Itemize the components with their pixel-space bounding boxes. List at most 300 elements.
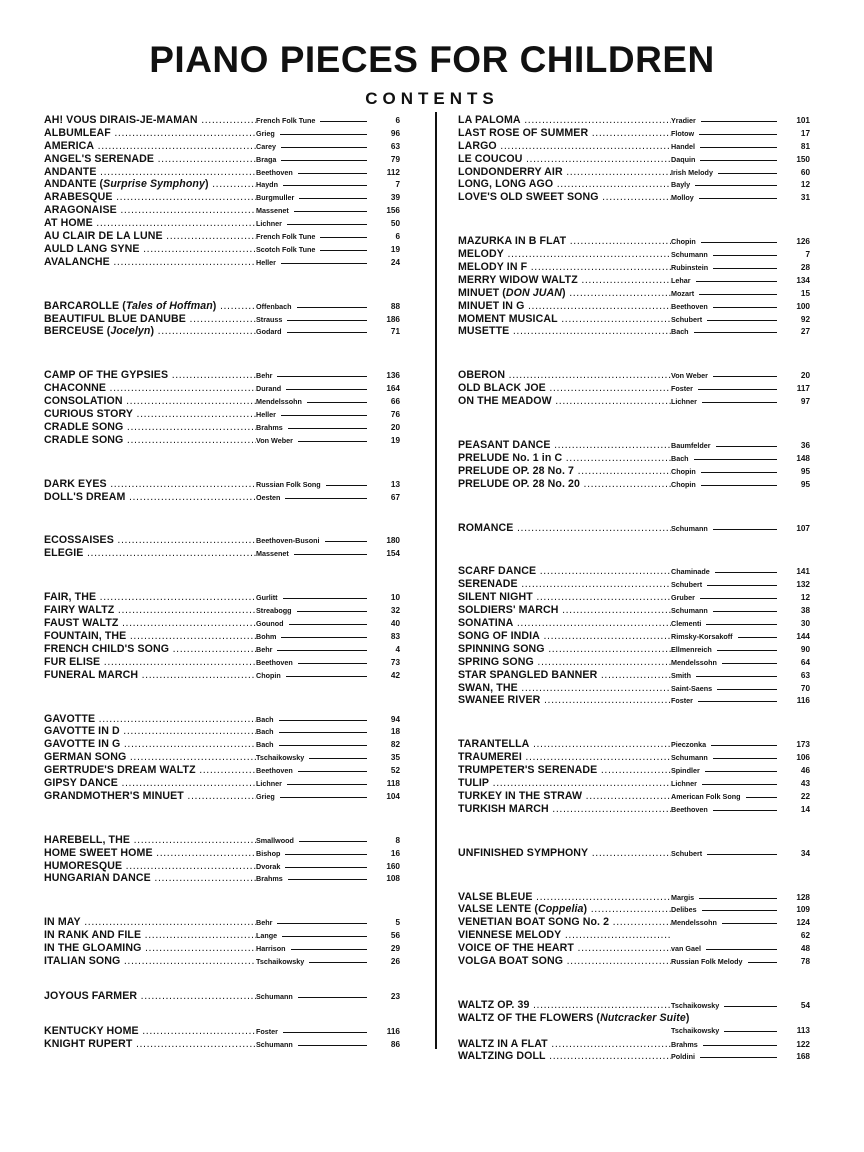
composer-name: Offenbach	[256, 301, 292, 311]
piece-title: IN RANK AND FILE .....	[44, 929, 256, 942]
toc-entry[interactable]	[44, 847, 400, 860]
toc-entry[interactable]	[44, 713, 400, 726]
toc-entry[interactable]	[44, 990, 400, 1003]
composer-name: Pieczonka	[671, 740, 707, 750]
leader-rule	[279, 732, 367, 733]
composer	[671, 262, 782, 275]
composer-name: Saint-Saens	[671, 683, 713, 693]
leader-rule	[707, 585, 777, 586]
toc-entry[interactable]	[44, 178, 400, 191]
composer	[671, 683, 782, 696]
composer-name: Rimsky-Korsakoff	[671, 631, 733, 641]
toc-entry[interactable]	[458, 764, 810, 777]
piece-title: SCARF DANCE .....	[458, 565, 671, 578]
toc-entry[interactable]	[458, 630, 810, 643]
piece-title: ARAGONAISE .....	[44, 204, 256, 217]
toc-entry[interactable]	[458, 478, 810, 491]
piece-title: SONATINA .....	[458, 617, 671, 630]
toc-entry[interactable]	[44, 230, 400, 243]
toc-entry[interactable]	[44, 955, 400, 968]
piece-title: ELEGIE .....	[44, 547, 256, 560]
page-number: 94	[390, 714, 400, 724]
page-number: 24	[390, 257, 400, 267]
piece-title: TURKISH MARCH .....	[458, 803, 671, 816]
composer	[256, 167, 372, 180]
toc-entry[interactable]	[458, 452, 810, 465]
toc-entry[interactable]	[44, 834, 400, 847]
toc-entry[interactable]	[458, 955, 810, 968]
toc-entry[interactable]	[44, 395, 400, 408]
toc-entry[interactable]	[44, 547, 400, 560]
composer-name: Braga	[256, 154, 277, 164]
piece-title: SILENT NIGHT .....	[458, 591, 671, 604]
page-number: 180	[386, 536, 400, 546]
toc-entry[interactable]	[458, 578, 810, 591]
piece-title: JOYOUS FARMER .....	[44, 990, 256, 1003]
composer	[256, 991, 372, 1004]
toc-entry[interactable]	[458, 669, 810, 682]
page-number: 30	[800, 619, 810, 629]
toc-entry[interactable]	[458, 751, 810, 764]
composer-name: Foster	[671, 384, 693, 394]
toc-entry[interactable]	[44, 764, 400, 777]
page-number: 88	[390, 301, 400, 311]
piece-title: MERRY WIDOW WALTZ .....	[458, 274, 671, 287]
composer-name: Scotch Folk Tune	[256, 244, 316, 254]
page-number: 19	[390, 435, 400, 445]
composer	[671, 314, 782, 327]
leader-rule	[713, 810, 777, 811]
toc-entry[interactable]	[44, 751, 400, 764]
toc-entry[interactable]	[44, 942, 400, 955]
toc-entry[interactable]	[458, 140, 810, 153]
composer	[256, 205, 372, 218]
letter-group	[458, 522, 810, 535]
composer	[671, 396, 782, 409]
composer-name: Schumann	[256, 1039, 293, 1049]
page-title: PIANO PIECES FOR CHILDREN	[149, 39, 715, 80]
toc-entry[interactable]	[458, 300, 810, 313]
composer-name: Massenet	[256, 549, 289, 559]
composer-name: Bach	[256, 740, 274, 750]
composer-name: Mendelssohn	[671, 657, 717, 667]
piece-title: HUNGARIAN DANCE .....	[44, 872, 256, 885]
composer	[256, 370, 372, 383]
toc-entry[interactable]	[44, 217, 400, 230]
toc-entry[interactable]	[44, 153, 400, 166]
composer-name: Tschaikowsky	[671, 1025, 720, 1035]
toc-entry[interactable]	[458, 439, 810, 452]
leader-rule	[713, 376, 777, 377]
page-number: 86	[390, 1039, 400, 1049]
leader-rule	[282, 936, 367, 937]
composer	[671, 631, 782, 644]
toc-entry[interactable]	[458, 604, 810, 617]
piece-title: LE COUCOU .....	[458, 153, 671, 166]
leader-rule	[320, 250, 367, 251]
toc-entry[interactable]	[44, 300, 400, 313]
leader-rule	[699, 898, 777, 899]
composer-name: Lichner	[671, 778, 697, 788]
piece-title: AVALANCHE .....	[44, 256, 256, 269]
composer-name: Oesten	[256, 492, 281, 502]
toc-entry[interactable]	[44, 630, 400, 643]
composer-name: Beethoven	[256, 657, 293, 667]
toc-entry[interactable]	[44, 534, 400, 547]
leader-rule	[701, 121, 777, 122]
toc-entry[interactable]	[44, 243, 400, 256]
composer-name: Brahms	[256, 422, 283, 432]
composer-name: Chopin	[671, 466, 696, 476]
composer	[671, 778, 782, 791]
page-number: 136	[386, 371, 400, 381]
leader-rule	[279, 745, 367, 746]
piece-title: TARANTELLA .....	[458, 738, 671, 751]
page-number: 15	[800, 288, 810, 298]
composer	[256, 917, 372, 930]
toc-entry[interactable]	[458, 178, 810, 191]
leader-rule	[325, 541, 368, 542]
toc-entry[interactable]	[458, 261, 810, 274]
toc-entry[interactable]	[44, 382, 400, 395]
leader-rule	[280, 797, 367, 798]
toc-entry[interactable]	[458, 313, 810, 326]
toc-entry[interactable]	[44, 604, 400, 617]
page-number: 106	[796, 753, 810, 763]
composer	[256, 778, 372, 791]
toc-entry[interactable]	[458, 166, 810, 179]
composer	[256, 943, 372, 956]
composer	[671, 917, 782, 930]
toc-entry[interactable]	[458, 1038, 810, 1051]
page-number: 128	[796, 892, 810, 902]
toc-entry[interactable]	[458, 903, 810, 916]
composer	[256, 244, 372, 257]
leader-rule	[724, 1006, 777, 1007]
composer	[256, 631, 372, 644]
leader-rule	[694, 459, 777, 460]
toc-entry[interactable]	[44, 191, 400, 204]
piece-title: SONG OF INDIA .....	[458, 630, 671, 643]
toc-entry[interactable]	[44, 204, 400, 217]
piece-title: VIENNESE MELODY .....	[458, 929, 671, 942]
leader-rule	[288, 428, 367, 429]
composer-name: Flotow	[671, 128, 695, 138]
piece-title: WALTZ OF THE FLOWERS (Nutcracker Suite)	[458, 1011, 690, 1024]
leader-rule	[696, 676, 777, 677]
toc-entry[interactable]	[458, 382, 810, 395]
page-number: 113	[796, 1025, 810, 1035]
leader-rule	[722, 923, 777, 924]
toc-entry[interactable]	[458, 395, 810, 408]
toc-entry[interactable]	[44, 1025, 400, 1038]
leader-rule	[287, 332, 367, 333]
toc-entry[interactable]	[458, 999, 810, 1012]
piece-title: GAVOTTE IN D .....	[44, 725, 256, 738]
composer	[256, 873, 372, 886]
page-number: 26	[390, 956, 400, 966]
toc-entry[interactable]	[44, 491, 400, 504]
page-number: 148	[796, 453, 810, 463]
toc-entry[interactable]	[44, 434, 400, 447]
page-number: 101	[796, 116, 810, 125]
composer	[256, 765, 372, 778]
composer	[256, 714, 372, 727]
page-number: 38	[800, 606, 810, 616]
piece-title: STAR SPANGLED BANNER .....	[458, 669, 671, 682]
letter-group	[44, 916, 400, 968]
leader-rule	[746, 797, 778, 798]
toc-entry[interactable]	[44, 669, 400, 682]
leader-rule	[309, 962, 367, 963]
toc-entry[interactable]	[458, 694, 810, 707]
page-number: 16	[390, 848, 400, 858]
composer	[671, 275, 782, 288]
composer-name: Behr	[256, 371, 273, 381]
page-number: 116	[796, 696, 810, 706]
toc-entry[interactable]	[44, 140, 400, 153]
page-number: 27	[800, 327, 810, 337]
composer-name: Beethoven	[671, 301, 708, 311]
toc-entry[interactable]	[458, 738, 810, 751]
composer-name: Beethoven	[671, 804, 708, 814]
piece-title: TRUMPETER'S SERENADE .....	[458, 764, 671, 777]
piece-title: HUMORESQUE .....	[44, 860, 256, 873]
leader-rule	[299, 841, 367, 842]
leader-rule	[698, 701, 777, 702]
leader-rule	[297, 611, 367, 612]
leader-rule	[281, 415, 367, 416]
toc-entry-continued	[458, 1025, 810, 1038]
leader-rule	[702, 784, 777, 785]
piece-title: CAMP OF THE GYPSIES .....	[44, 369, 256, 382]
composer-name: Schubert	[671, 848, 703, 858]
composer	[671, 523, 782, 536]
toc-entry[interactable]	[44, 929, 400, 942]
page-number: 12	[800, 593, 810, 603]
toc-entry[interactable]	[44, 166, 400, 179]
leader-rule	[283, 1032, 367, 1033]
piece-title: AULD LANG SYNE .....	[44, 243, 256, 256]
toc-entry[interactable]	[458, 617, 810, 630]
composer	[256, 383, 372, 396]
leader-rule	[717, 689, 777, 690]
leader-rule	[738, 637, 777, 638]
toc-entry[interactable]	[44, 738, 400, 751]
letter-group	[458, 369, 810, 408]
page-number: 95	[800, 479, 810, 489]
toc-entry[interactable]	[458, 1050, 810, 1063]
page-number: 32	[390, 606, 400, 616]
piece-title: GAVOTTE .....	[44, 713, 256, 726]
toc-entry[interactable]	[44, 114, 400, 127]
page-number: 122	[796, 1039, 810, 1049]
piece-title: LA PALOMA .....	[458, 114, 671, 127]
toc-entry[interactable]	[44, 591, 400, 604]
toc-entry[interactable]	[44, 256, 400, 269]
page-number: 18	[390, 727, 400, 737]
composer-name: Durand	[256, 384, 282, 394]
composer	[671, 739, 782, 752]
page-number: 54	[800, 1000, 810, 1010]
leader-rule	[298, 1045, 367, 1046]
toc-entry[interactable]	[458, 847, 810, 860]
leader-rule	[713, 611, 777, 612]
toc-entry[interactable]	[458, 325, 810, 338]
piece-title: ITALIAN SONG .....	[44, 955, 256, 968]
toc-entry[interactable]	[44, 790, 400, 803]
composer	[256, 231, 372, 244]
toc-entry[interactable]	[458, 369, 810, 382]
letter-group	[44, 369, 400, 446]
page-number: 20	[390, 422, 400, 432]
toc-entry[interactable]	[458, 942, 810, 955]
page-number: 20	[800, 371, 810, 381]
page-number: 109	[796, 905, 810, 915]
toc-entry[interactable]	[44, 643, 400, 656]
composer-name: Russian Folk Melody	[671, 956, 743, 966]
leader-rule	[294, 211, 367, 212]
page-number: 124	[796, 918, 810, 928]
toc-entry[interactable]	[458, 891, 810, 904]
toc-entry[interactable]	[458, 929, 810, 942]
toc-entry[interactable]	[458, 191, 810, 204]
page-number: 112	[386, 167, 400, 177]
toc-entry[interactable]	[44, 313, 400, 326]
composer-name: Yradier	[671, 116, 696, 125]
toc-entry[interactable]	[44, 478, 400, 491]
page-number: 7	[805, 250, 810, 260]
toc-entry[interactable]	[458, 790, 810, 803]
toc-entry[interactable]	[44, 421, 400, 434]
composer	[671, 956, 782, 969]
toc-entry[interactable]	[458, 127, 810, 140]
leader-rule	[702, 910, 777, 911]
toc-entry[interactable]	[44, 777, 400, 790]
page-number: 19	[390, 244, 400, 254]
leader-rule	[695, 185, 777, 186]
page-number: 6	[395, 116, 400, 125]
toc-entry[interactable]	[44, 408, 400, 421]
leader-rule	[281, 263, 367, 264]
composer	[256, 605, 372, 618]
toc-entry[interactable]	[458, 643, 810, 656]
composer-name: Bach	[256, 714, 274, 724]
piece-title: FUNERAL MARCH .....	[44, 669, 256, 682]
toc-entry[interactable]	[458, 114, 810, 127]
page-number: 40	[390, 619, 400, 629]
piece-title: VALSE LENTE (Coppelia) .....	[458, 903, 671, 916]
composer	[671, 579, 782, 592]
composer-name: Harrison	[256, 944, 286, 954]
toc-entry[interactable]	[458, 777, 810, 790]
toc-entry[interactable]	[458, 287, 810, 300]
piece-title: WALTZING DOLL .....	[458, 1050, 671, 1063]
leader-rule	[702, 402, 777, 403]
page-number: 104	[386, 791, 400, 801]
page-number: 108	[386, 874, 400, 884]
piece-title: ARABESQUE .....	[44, 191, 256, 204]
composer	[671, 1051, 782, 1064]
toc-entry[interactable]	[458, 916, 810, 929]
toc-entry[interactable]	[44, 617, 400, 630]
composer	[256, 835, 372, 848]
page-number: 14	[800, 804, 810, 814]
leader-rule	[713, 758, 777, 759]
leader-rule	[713, 255, 777, 256]
piece-title: MINUET IN G .....	[458, 300, 671, 313]
toc-entry[interactable]	[458, 153, 810, 166]
composer-name: Schumann	[671, 753, 708, 763]
toc-entry[interactable]	[458, 803, 810, 816]
composer-name: Chopin	[671, 479, 696, 489]
toc-entry[interactable]	[458, 235, 810, 248]
composer-name: Smith	[671, 670, 691, 680]
composer	[671, 695, 782, 708]
page-number: 46	[800, 766, 810, 776]
toc-entry[interactable]	[458, 248, 810, 261]
leader-rule	[288, 879, 367, 880]
letter-group	[44, 834, 400, 886]
composer	[671, 904, 782, 917]
composer	[671, 804, 782, 817]
composer-name: Bayly	[671, 180, 691, 190]
toc-entry[interactable]	[44, 127, 400, 140]
toc-entry[interactable]	[458, 656, 810, 669]
toc-entry[interactable]	[458, 465, 810, 478]
piece-title: HAREBELL, THE .....	[44, 834, 256, 847]
composer-name: Foster	[256, 1026, 278, 1036]
leader-rule	[722, 663, 777, 664]
letter-group	[44, 114, 400, 269]
composer-name: Brahms	[256, 874, 283, 884]
toc-entry[interactable]	[44, 725, 400, 738]
leader-rule	[287, 224, 367, 225]
piece-title: BEAUTIFUL BLUE DANUBE .....	[44, 313, 256, 326]
toc-entry[interactable]	[458, 1012, 810, 1025]
composer-name: Schumann	[671, 250, 708, 260]
toc-entry[interactable]	[458, 522, 810, 535]
composer	[256, 492, 372, 505]
leader-rule	[298, 771, 367, 772]
toc-entry[interactable]	[44, 1038, 400, 1051]
composer-name: Poldini	[671, 1052, 695, 1062]
contents-heading: CONTENTS	[365, 89, 499, 108]
toc-entry[interactable]	[458, 565, 810, 578]
toc-entry[interactable]	[44, 872, 400, 885]
toc-entry[interactable]	[44, 656, 400, 669]
composer-name: Lichner	[256, 219, 282, 229]
toc-entry[interactable]	[44, 325, 400, 338]
leader-rule	[297, 307, 367, 308]
composer	[671, 1039, 782, 1052]
composer	[256, 128, 372, 141]
toc-entry[interactable]	[458, 274, 810, 287]
toc-entry[interactable]	[458, 682, 810, 695]
toc-entry[interactable]	[44, 916, 400, 929]
toc-entry[interactable]	[44, 860, 400, 873]
piece-title: LAST ROSE OF SUMMER .....	[458, 127, 671, 140]
piece-title: ANGEL'S SERENADE .....	[44, 153, 256, 166]
leader-rule	[277, 650, 367, 651]
page-number: 144	[796, 631, 810, 641]
leader-rule	[286, 676, 367, 677]
composer	[256, 141, 372, 154]
toc-entry[interactable]	[458, 591, 810, 604]
piece-title: GERTRUDE'S DREAM WALTZ .....	[44, 764, 256, 777]
page-number: 50	[390, 219, 400, 229]
toc-entry[interactable]	[44, 369, 400, 382]
